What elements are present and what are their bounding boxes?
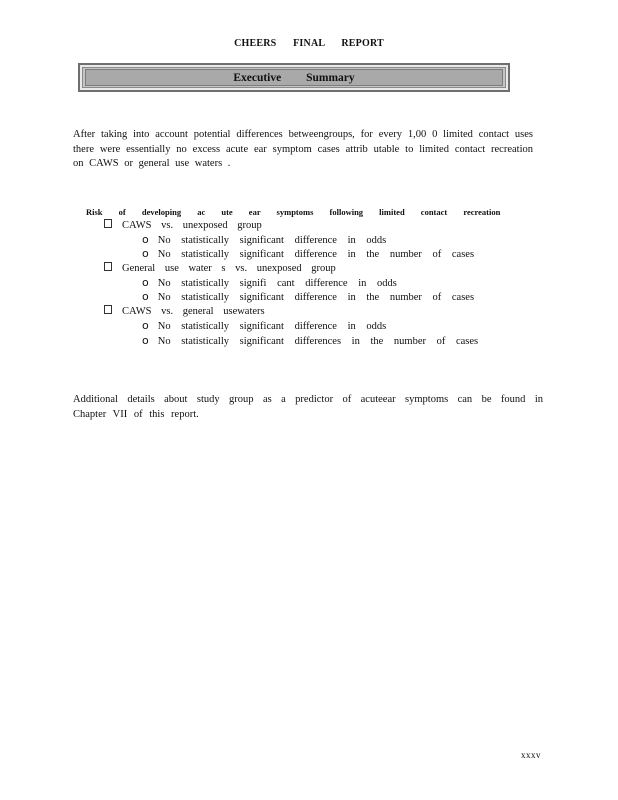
- list-item-text: No statistically signifi cant difference in odds: [157, 278, 397, 289]
- list-item: [142, 290, 474, 305]
- section-title: Executive Summary: [85, 69, 503, 86]
- list-item: [142, 233, 386, 248]
- square-bullet-icon: [104, 219, 112, 228]
- details-paragraph: Additional details about study group as a predictor of acuteear symptoms can be found in Chapter VII of this report.: [73, 394, 543, 420]
- square-bullet-icon: [104, 305, 112, 314]
- report-header: CHEERS FINAL REPORT: [234, 38, 384, 49]
- page-number: xxxv: [521, 750, 541, 760]
- list-item-text: No statistically significant difference in the number of cases: [157, 292, 475, 303]
- list-group-label: CAWS vs. general usewaters: [122, 306, 265, 317]
- list-group: [104, 305, 265, 319]
- list-item-text: No statistically significant difference in odds: [157, 235, 387, 246]
- circle-bullet-icon: o: [142, 290, 149, 303]
- list-group: [104, 262, 336, 276]
- list-item-text: No statistically significant differences in the number of cases: [157, 336, 479, 347]
- risk-heading: Risk of developing ac ute ear symptoms following limited contact recreation: [86, 207, 501, 217]
- circle-bullet-icon: o: [142, 247, 149, 260]
- summary-paragraph: After taking into account potential differences betweengroups, for every 1,00 0 limited contact uses there were essentially no excess acute ear symptom cases attrib utable to limited contact recreation on CAWS or general use waters .: [73, 129, 533, 169]
- list-item: [142, 276, 397, 291]
- list-item-text: No statistically significant difference in odds: [157, 321, 387, 332]
- circle-bullet-icon: o: [142, 276, 149, 289]
- list-group-label: CAWS vs. unexposed group: [122, 220, 262, 231]
- circle-bullet-icon: o: [142, 233, 149, 246]
- list-group: [104, 219, 262, 233]
- circle-bullet-icon: o: [142, 334, 149, 347]
- list-item: [142, 334, 478, 349]
- circle-bullet-icon: o: [142, 319, 149, 332]
- section-title-box: [78, 63, 510, 92]
- list-item: [142, 247, 474, 262]
- list-item-text: No statistically significant difference in the number of cases: [157, 249, 475, 260]
- list-item: [142, 319, 386, 334]
- square-bullet-icon: [104, 262, 112, 271]
- list-group-label: General use water s vs. unexposed group: [122, 263, 336, 274]
